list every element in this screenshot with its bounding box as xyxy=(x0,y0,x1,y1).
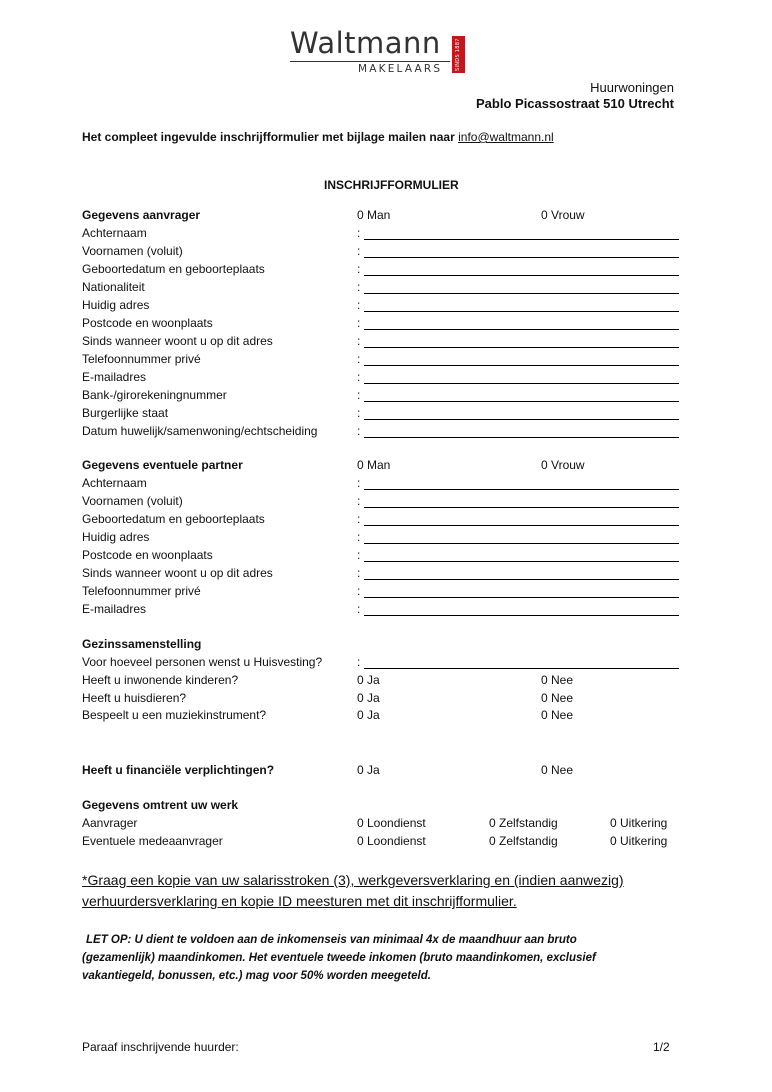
applicant-field-colon: : xyxy=(357,262,361,276)
household-answer-no[interactable]: 0 Nee xyxy=(541,690,574,705)
work-option-loondienst[interactable]: 0 Loondienst xyxy=(357,834,426,848)
work-row-label: Eventuele medeaanvrager xyxy=(82,834,223,848)
financial-question: Heeft u financiële verplichtingen? xyxy=(82,763,275,777)
household-question: Heeft u huisdieren? xyxy=(82,690,187,705)
partner-heading: Gegevens eventuele partner xyxy=(82,458,243,472)
applicant-field-input[interactable] xyxy=(364,383,679,384)
applicant-field-colon: : xyxy=(357,226,361,240)
applicant-field-input[interactable] xyxy=(364,329,679,330)
applicant-field-label: Nationaliteit xyxy=(82,280,145,294)
applicant-field-label: Sinds wanneer woont u op dit adres xyxy=(82,334,273,348)
applicant-field-label: Bank-/girorekeningnummer xyxy=(82,388,227,402)
applicant-field-label: Geboortedatum en geboorteplaats xyxy=(82,262,265,276)
partner-field-colon: : xyxy=(357,602,361,616)
partner-field-colon: : xyxy=(357,512,361,526)
household-question: Bespeelt u een muziekinstrument? xyxy=(82,708,267,722)
partner-field-label: Telefoonnummer privé xyxy=(82,584,201,598)
listing-type: Huurwoningen xyxy=(590,80,674,95)
partner-field-colon: : xyxy=(357,530,361,544)
email-link[interactable]: info@waltmann.nl xyxy=(458,130,554,144)
listing-address: Pablo Picassostraat 510 Utrecht xyxy=(476,96,674,111)
applicant-field-colon: : xyxy=(357,334,361,348)
financial-no[interactable]: 0 Nee xyxy=(541,763,574,777)
applicant-field-colon: : xyxy=(357,280,361,294)
work-option-zelfstandig[interactable]: 0 Zelfstandig xyxy=(489,834,558,848)
applicant-field-colon: : xyxy=(357,388,361,402)
household-answer-no[interactable]: 0 Nee xyxy=(541,708,574,722)
income-warning-line1: LET OP: U dient te voldoen aan de inkomenseis van minimaal 4x de maandhuur aan bruto xyxy=(86,934,577,946)
partner-field-input[interactable] xyxy=(364,507,679,508)
partner-field-colon: : xyxy=(357,476,361,490)
applicant-field-label: Huidig adres xyxy=(82,298,150,312)
applicant-gender-vrouw[interactable]: 0 Vrouw xyxy=(541,208,585,222)
income-warning-line3: vakantiegeld, bonussen, etc.) mag voor 50% worden meegeteld. xyxy=(82,970,431,982)
work-row-label: Aanvrager xyxy=(82,816,138,830)
applicant-field-label: Voornamen (voluit) xyxy=(82,244,183,258)
work-option-uitkering[interactable]: 0 Uitkering xyxy=(610,816,668,830)
work-option-uitkering[interactable]: 0 Uitkering xyxy=(610,834,668,848)
applicant-field-colon: : xyxy=(357,370,361,384)
page-number: 1/2 xyxy=(653,1040,670,1054)
partner-field-label: Geboortedatum en geboorteplaats xyxy=(82,512,265,526)
partner-field-input[interactable] xyxy=(364,489,679,490)
financial-yes[interactable]: 0 Ja xyxy=(357,763,380,777)
applicant-field-input[interactable] xyxy=(364,437,679,438)
applicant-field-colon: : xyxy=(357,352,361,366)
household-heading: Gezinssamenstelling xyxy=(82,637,202,651)
applicant-field-colon: : xyxy=(357,298,361,312)
partner-field-label: Sinds wanneer woont u op dit adres xyxy=(82,566,273,580)
initials-label: Paraaf inschrijvende huurder: xyxy=(82,1040,239,1054)
partner-field-label: E-mailadres xyxy=(82,602,147,616)
partner-field-label: Achternaam xyxy=(82,476,147,490)
work-option-loondienst[interactable]: 0 Loondienst xyxy=(357,816,426,830)
household-answer-yes[interactable]: 0 Ja xyxy=(357,690,380,705)
household-question: Heeft u inwonende kinderen? xyxy=(82,673,239,687)
partner-field-input[interactable] xyxy=(364,543,679,544)
applicant-field-input[interactable] xyxy=(364,257,679,258)
partner-field-input[interactable] xyxy=(364,525,679,526)
partner-field-colon: : xyxy=(357,584,361,598)
applicant-field-input[interactable] xyxy=(364,275,679,276)
persons-colon: : xyxy=(357,655,361,669)
household-answer-yes[interactable]: 0 Ja xyxy=(357,673,380,687)
mail-instruction xyxy=(82,130,554,144)
partner-gender-man[interactable]: 0 Man xyxy=(357,458,391,472)
attachment-note-line2: verhuurdersverklaring en kopie ID meesturen met dit inschrijfformulier. xyxy=(82,893,517,909)
partner-gender-vrouw[interactable]: 0 Vrouw xyxy=(541,458,585,472)
applicant-field-label: Datum huwelijk/samenwoning/echtscheiding xyxy=(82,424,318,438)
form-title: INSCHRIJFFORMULIER xyxy=(324,178,459,192)
logo-subtitle: MAKELAARS xyxy=(358,63,443,75)
logo-badge: SINDS 1887 xyxy=(452,36,465,73)
partner-field-label: Postcode en woonplaats xyxy=(82,548,213,562)
partner-field-colon: : xyxy=(357,494,361,508)
applicant-field-input[interactable] xyxy=(364,401,679,402)
applicant-field-label: Postcode en woonplaats xyxy=(82,316,213,330)
applicant-field-label: Telefoonnummer privé xyxy=(82,352,201,366)
applicant-field-input[interactable] xyxy=(364,347,679,348)
applicant-field-input[interactable] xyxy=(364,419,679,420)
partner-field-colon: : xyxy=(357,548,361,562)
applicant-gender-man[interactable]: 0 Man xyxy=(357,208,391,222)
applicant-field-colon: : xyxy=(357,316,361,330)
logo-wordmark: Waltmann xyxy=(290,26,441,60)
applicant-field-colon: : xyxy=(357,244,361,258)
applicant-heading: Gegevens aanvrager xyxy=(82,208,201,222)
work-option-zelfstandig[interactable]: 0 Zelfstandig xyxy=(489,816,558,830)
applicant-field-input[interactable] xyxy=(364,293,679,294)
applicant-field-input[interactable] xyxy=(364,311,679,312)
logo-divider xyxy=(290,61,450,62)
applicant-field-input[interactable] xyxy=(364,239,679,240)
applicant-field-colon: : xyxy=(357,424,361,438)
partner-field-input[interactable] xyxy=(364,615,679,616)
work-heading: Gegevens omtrent uw werk xyxy=(82,798,239,812)
income-warning-line2: (gezamenlijk) maandinkomen. Het eventuele tweede inkomen (bruto maandinkomen, exclusief xyxy=(82,952,596,964)
partner-field-input[interactable] xyxy=(364,561,679,562)
applicant-field-input[interactable] xyxy=(364,365,679,366)
partner-field-label: Voornamen (voluit) xyxy=(82,494,183,508)
applicant-field-label: E-mailadres xyxy=(82,370,147,384)
partner-field-input[interactable] xyxy=(364,597,679,598)
household-answer-yes[interactable]: 0 Ja xyxy=(357,708,380,722)
attachment-note-line1: *Graag een kopie van uw salarisstroken (3), werkgeversverklaring en (indien aanwezig) xyxy=(82,872,624,888)
mail-instruction-text: Het compleet ingevulde inschrijfformulier met bijlage mailen naar xyxy=(82,130,455,144)
applicant-field-label: Achternaam xyxy=(82,226,147,240)
partner-field-input[interactable] xyxy=(364,579,679,580)
persons-input-line[interactable] xyxy=(364,668,679,669)
applicant-field-label: Burgerlijke staat xyxy=(82,406,169,420)
applicant-field-colon: : xyxy=(357,406,361,420)
partner-field-label: Huidig adres xyxy=(82,530,150,544)
household-answer-no[interactable]: 0 Nee xyxy=(541,673,574,687)
partner-field-colon: : xyxy=(357,566,361,580)
persons-question: Voor hoeveel personen wenst u Huisvesting? xyxy=(82,655,323,669)
